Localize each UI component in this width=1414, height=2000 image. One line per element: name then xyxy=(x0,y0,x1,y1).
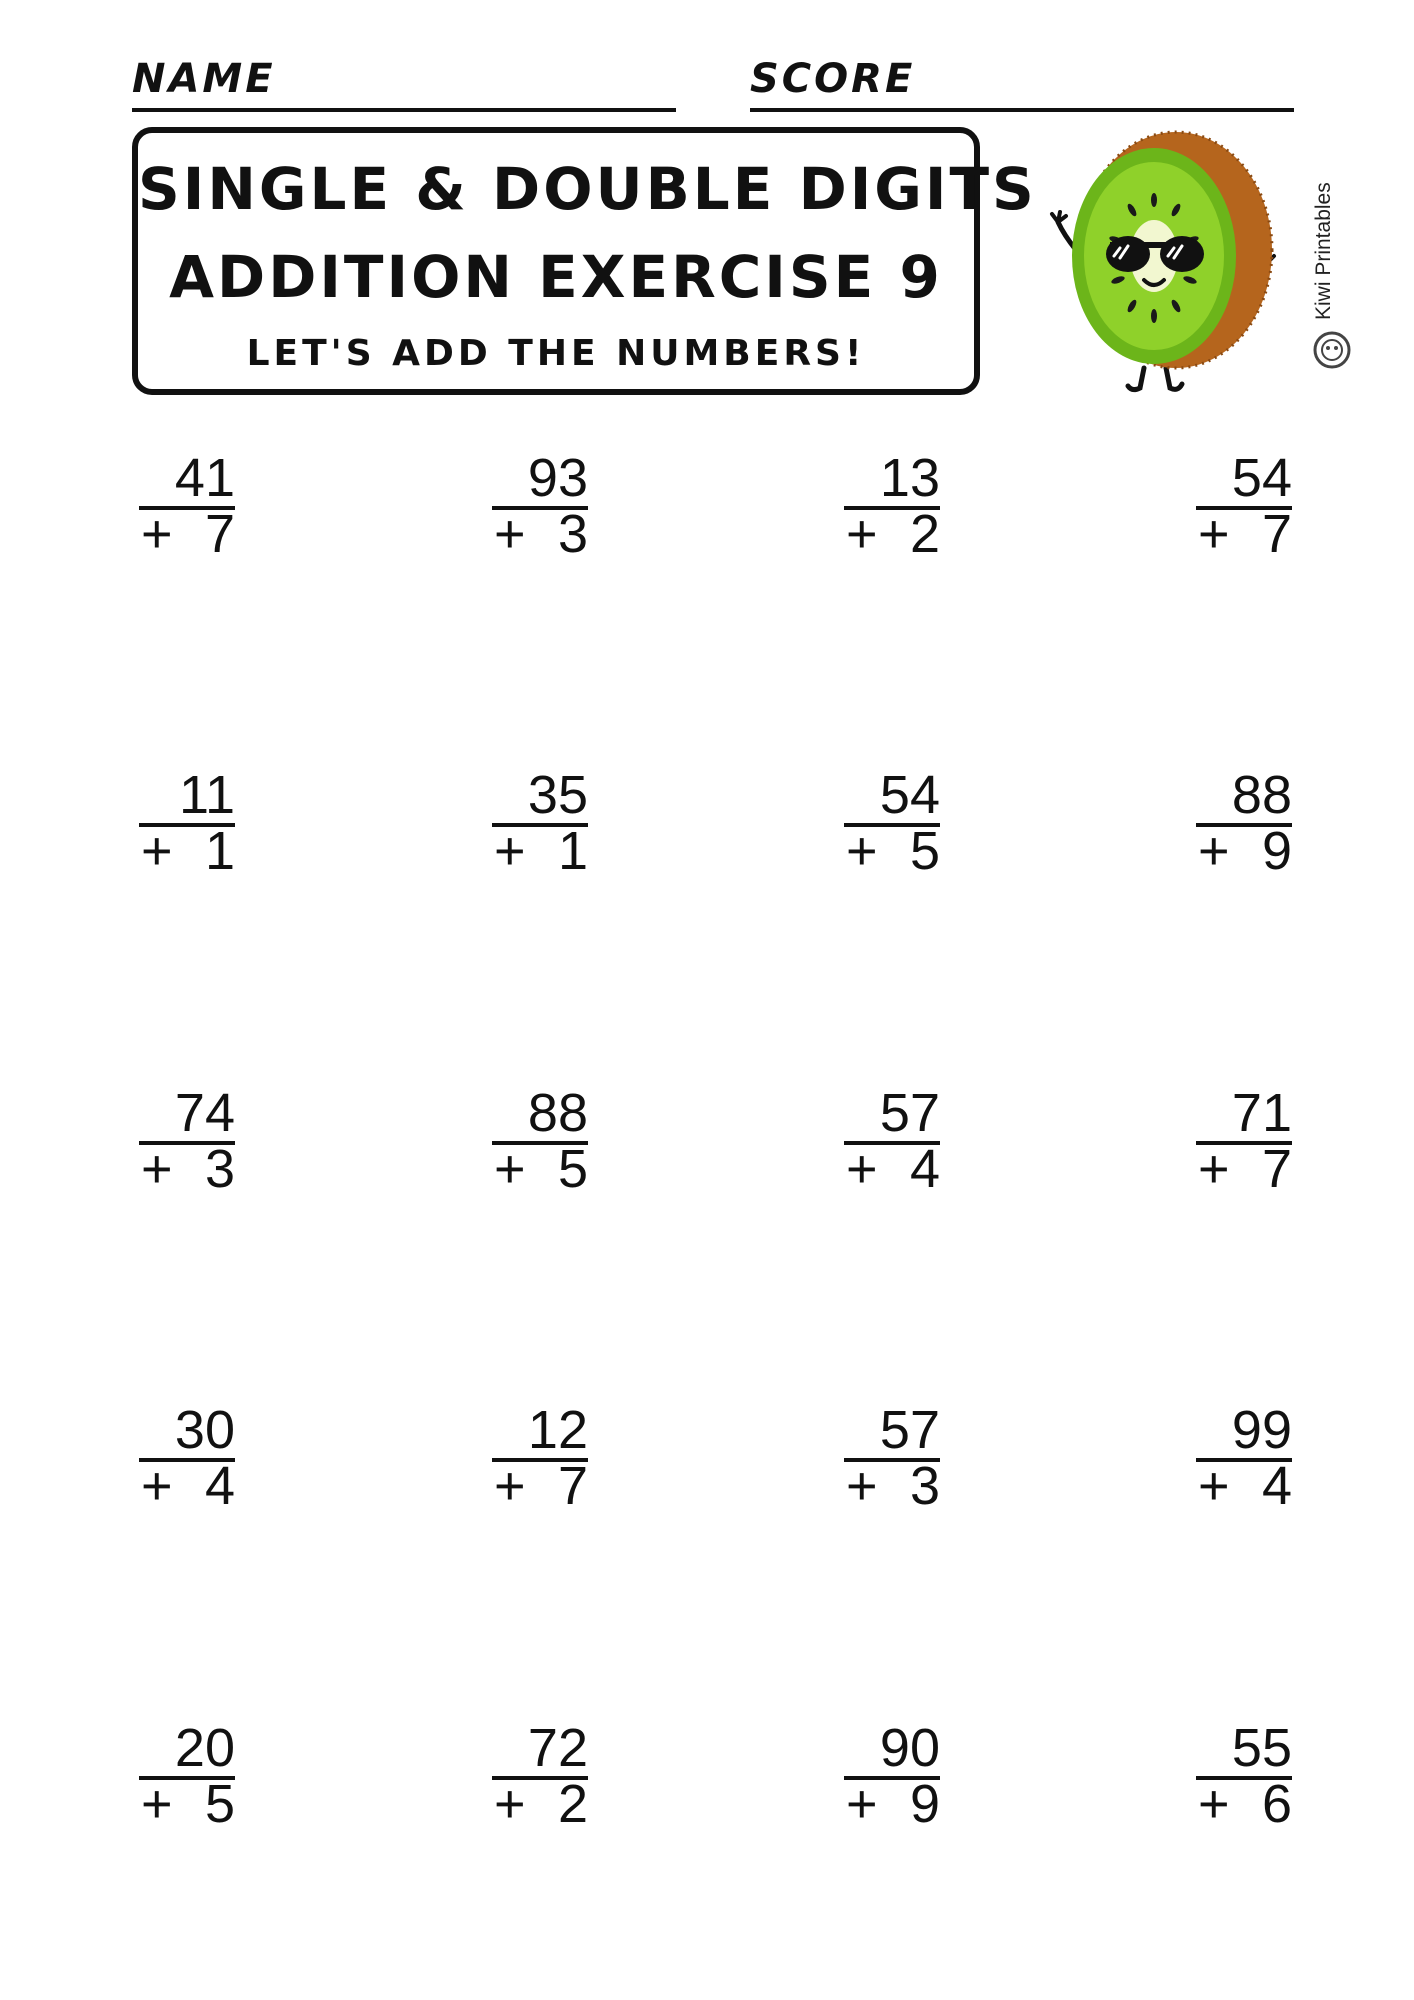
first-addend: 13 xyxy=(879,448,940,508)
second-addend: 9 xyxy=(909,1774,940,1834)
answer-line[interactable] xyxy=(844,504,940,564)
first-addend: 30 xyxy=(174,1400,235,1460)
addition-problem xyxy=(75,450,235,570)
score-label: SCORE xyxy=(750,56,916,102)
title-line-1: SINGLE & DOUBLE DIGITS xyxy=(138,155,1037,223)
addition-problem xyxy=(1132,1402,1292,1522)
second-addend: 2 xyxy=(557,1774,588,1834)
answer-line[interactable] xyxy=(492,1774,588,1834)
addition-problem xyxy=(428,767,588,887)
second-addend: 7 xyxy=(1261,504,1292,564)
addition-problem xyxy=(428,1720,588,1840)
second-addend: 4 xyxy=(1261,1456,1292,1516)
second-addend: 9 xyxy=(1261,821,1292,881)
addition-problem xyxy=(780,1402,940,1522)
answer-line[interactable] xyxy=(844,1139,940,1199)
addition-problem xyxy=(1132,1085,1292,1205)
addition-problem xyxy=(1132,450,1292,570)
first-addend: 57 xyxy=(879,1400,940,1460)
addition-problem xyxy=(75,1085,235,1205)
addition-problem xyxy=(428,1085,588,1205)
addition-problem xyxy=(780,1720,940,1840)
second-addend: 7 xyxy=(1261,1139,1292,1199)
answer-line[interactable] xyxy=(492,821,588,881)
answer-line[interactable] xyxy=(1196,1456,1292,1516)
addition-problem xyxy=(1132,767,1292,887)
answer-line[interactable] xyxy=(139,1456,235,1516)
plus-sign: + xyxy=(846,1456,878,1516)
answer-line[interactable] xyxy=(1196,821,1292,881)
first-addend: 54 xyxy=(879,765,940,825)
answer-line[interactable] xyxy=(139,821,235,881)
first-addend: 20 xyxy=(174,1718,235,1778)
kiwi-mascot-icon xyxy=(1036,130,1286,400)
first-addend: 88 xyxy=(1231,765,1292,825)
addition-problem xyxy=(780,767,940,887)
answer-line[interactable] xyxy=(1196,504,1292,564)
kiwi-logo-icon xyxy=(1312,330,1352,370)
second-addend: 1 xyxy=(204,821,235,881)
title-subtitle: LET'S ADD THE NUMBERS! xyxy=(246,333,866,374)
first-addend: 54 xyxy=(1231,448,1292,508)
second-addend: 4 xyxy=(204,1456,235,1516)
answer-line[interactable] xyxy=(1196,1774,1292,1834)
addition-problem xyxy=(75,1720,235,1840)
addition-problem xyxy=(780,1085,940,1205)
name-field[interactable] xyxy=(132,56,676,112)
addition-problem xyxy=(1132,1720,1292,1840)
score-field[interactable] xyxy=(750,56,1294,112)
second-addend: 1 xyxy=(557,821,588,881)
first-addend: 57 xyxy=(879,1083,940,1143)
first-addend: 88 xyxy=(527,1083,588,1143)
plus-sign: + xyxy=(846,1139,878,1199)
brand-name: Kiwi Printables xyxy=(1312,182,1335,320)
plus-sign: + xyxy=(141,1774,173,1834)
plus-sign: + xyxy=(494,1139,526,1199)
plus-sign: + xyxy=(1198,504,1230,564)
first-addend: 99 xyxy=(1231,1400,1292,1460)
second-addend: 4 xyxy=(909,1139,940,1199)
addition-problem xyxy=(428,450,588,570)
plus-sign: + xyxy=(494,1456,526,1516)
second-addend: 3 xyxy=(909,1456,940,1516)
addition-problem xyxy=(75,767,235,887)
second-addend: 3 xyxy=(204,1139,235,1199)
second-addend: 5 xyxy=(909,821,940,881)
plus-sign: + xyxy=(1198,1456,1230,1516)
plus-sign: + xyxy=(1198,1774,1230,1834)
plus-sign: + xyxy=(141,504,173,564)
second-addend: 3 xyxy=(557,504,588,564)
answer-line[interactable] xyxy=(844,821,940,881)
plus-sign: + xyxy=(846,1774,878,1834)
second-addend: 2 xyxy=(909,504,940,564)
plus-sign: + xyxy=(494,821,526,881)
answer-line[interactable] xyxy=(1196,1139,1292,1199)
answer-line[interactable] xyxy=(492,1456,588,1516)
plus-sign: + xyxy=(1198,1139,1230,1199)
second-addend: 7 xyxy=(204,504,235,564)
plus-sign: + xyxy=(494,504,526,564)
first-addend: 41 xyxy=(174,448,235,508)
first-addend: 71 xyxy=(1231,1083,1292,1143)
plus-sign: + xyxy=(141,821,173,881)
addition-problem xyxy=(75,1402,235,1522)
answer-line[interactable] xyxy=(139,1139,235,1199)
second-addend: 5 xyxy=(204,1774,235,1834)
plus-sign: + xyxy=(846,821,878,881)
first-addend: 74 xyxy=(174,1083,235,1143)
answer-line[interactable] xyxy=(139,1774,235,1834)
first-addend: 55 xyxy=(1231,1718,1292,1778)
addition-problem xyxy=(780,450,940,570)
second-addend: 6 xyxy=(1261,1774,1292,1834)
name-label: NAME xyxy=(132,56,276,102)
addition-problem xyxy=(428,1402,588,1522)
answer-line[interactable] xyxy=(492,504,588,564)
plus-sign: + xyxy=(494,1774,526,1834)
title-line-2: ADDITION EXERCISE 9 xyxy=(169,243,943,311)
first-addend: 72 xyxy=(527,1718,588,1778)
brand xyxy=(1300,150,1380,380)
second-addend: 7 xyxy=(557,1456,588,1516)
answer-line[interactable] xyxy=(492,1139,588,1199)
plus-sign: + xyxy=(846,504,878,564)
answer-line[interactable] xyxy=(844,1456,940,1516)
first-addend: 90 xyxy=(879,1718,940,1778)
first-addend: 93 xyxy=(527,448,588,508)
second-addend: 5 xyxy=(557,1139,588,1199)
first-addend: 11 xyxy=(178,765,235,825)
plus-sign: + xyxy=(1198,821,1230,881)
answer-line[interactable] xyxy=(844,1774,940,1834)
answer-line[interactable] xyxy=(139,504,235,564)
first-addend: 12 xyxy=(527,1400,588,1460)
title-box xyxy=(132,127,1037,395)
plus-sign: + xyxy=(141,1139,173,1199)
first-addend: 35 xyxy=(527,765,588,825)
plus-sign: + xyxy=(141,1456,173,1516)
